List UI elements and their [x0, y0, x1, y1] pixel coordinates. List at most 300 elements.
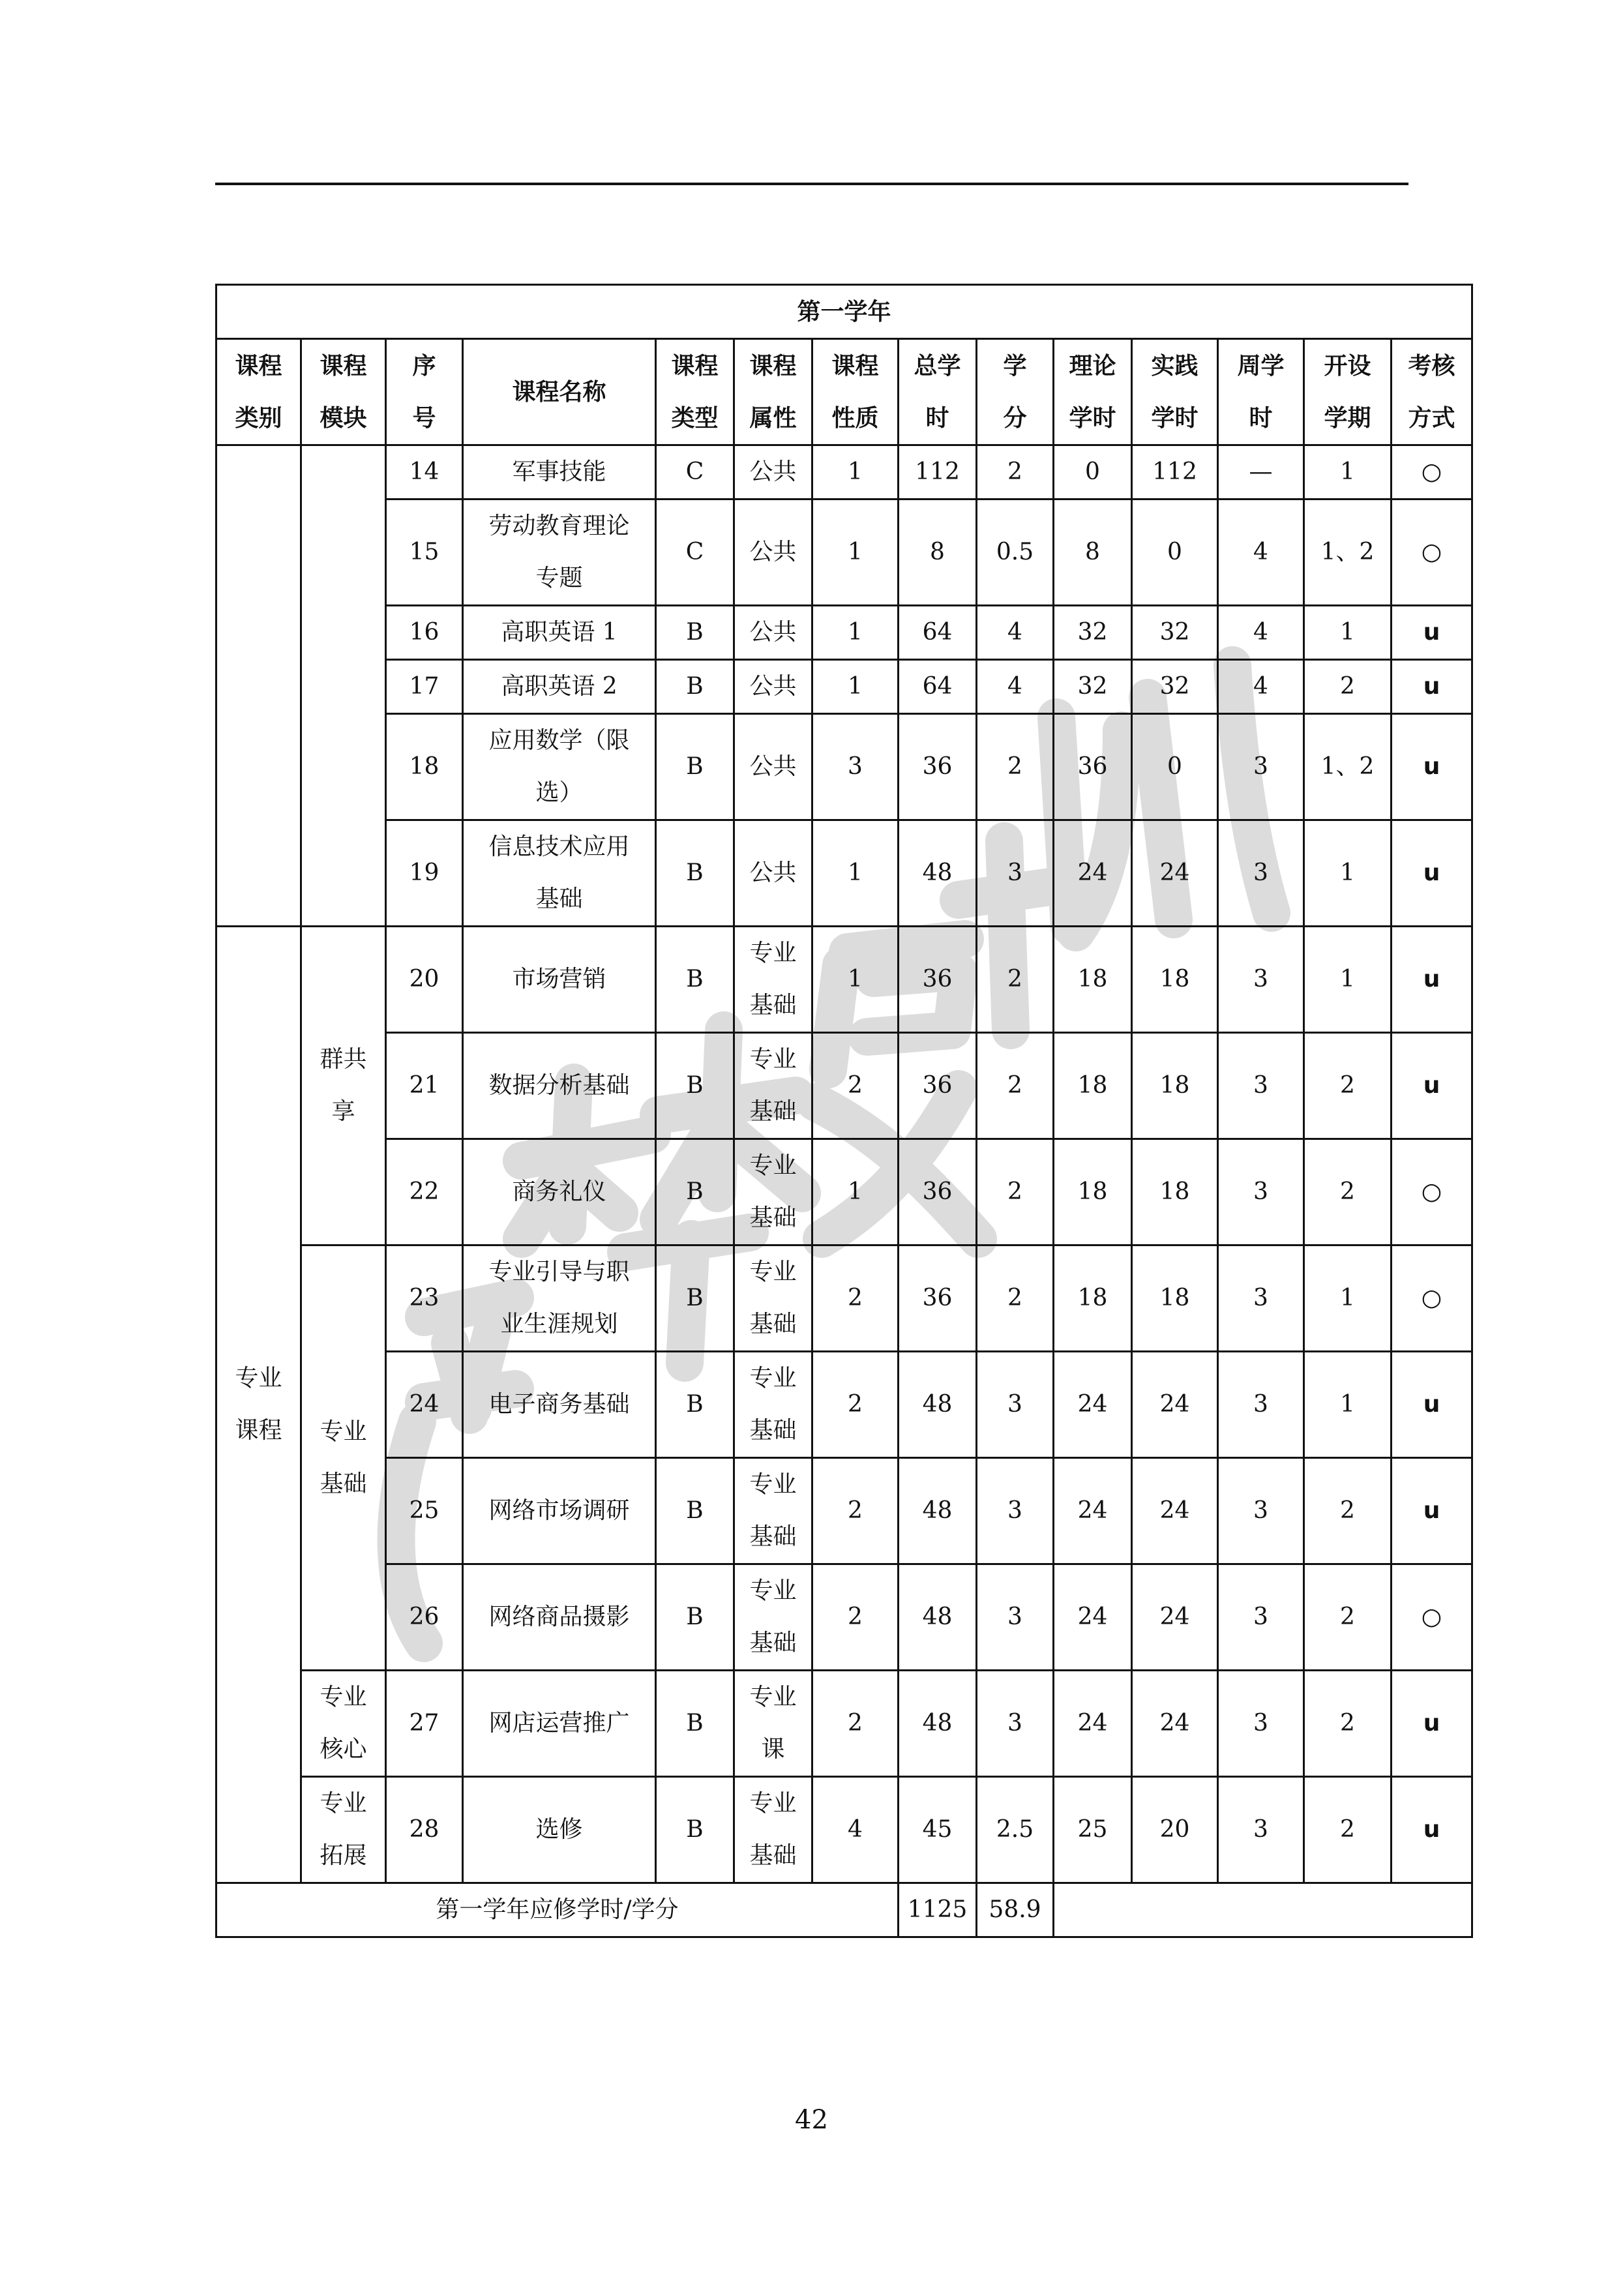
cell-line: 类别 — [235, 404, 282, 432]
total-hours: 36 — [899, 714, 977, 820]
course-nature: 4 — [812, 1777, 899, 1883]
course-nature: 1 — [812, 1139, 899, 1245]
course-name — [463, 1777, 656, 1883]
table-row — [216, 660, 1472, 714]
cell-line: 信息技术应用 — [488, 833, 630, 860]
course-nature: 2 — [812, 1671, 899, 1777]
theory-hours: 18 — [1054, 927, 1132, 1033]
course-type: B — [656, 660, 734, 714]
course-attribute — [734, 445, 812, 499]
table-row — [216, 606, 1472, 660]
course-number: 15 — [386, 499, 463, 606]
course-name — [463, 1458, 656, 1564]
cell-line: 基础 — [320, 1470, 367, 1497]
cell-line: 应用数学（限 — [488, 727, 630, 754]
total-hours: 36 — [899, 1139, 977, 1245]
course-name — [463, 660, 656, 714]
course-name — [463, 499, 656, 606]
cell-line: 专业 — [749, 1046, 797, 1073]
practice-hours: 24 — [1132, 1671, 1218, 1777]
weekly-hours: 3 — [1218, 1139, 1304, 1245]
cell-line: 公共 — [749, 619, 797, 646]
course-nature: 2 — [812, 1564, 899, 1671]
total-hours: 48 — [899, 1352, 977, 1458]
cell-line: 专业 — [749, 1259, 797, 1285]
cell-line: 公共 — [749, 539, 797, 565]
module-cell-professional-expand — [301, 1777, 386, 1883]
cell-line: 专业 — [749, 1684, 797, 1710]
cell-line: 高职英语 2 — [501, 673, 618, 700]
cell-line: 性质 — [831, 404, 879, 432]
theory-hours: 36 — [1054, 714, 1132, 820]
cell-line: 公共 — [749, 753, 797, 780]
total-row — [216, 1883, 1472, 1937]
exam-method: u — [1392, 1671, 1472, 1777]
practice-hours: 112 — [1132, 445, 1218, 499]
credit: 0.5 — [977, 499, 1054, 606]
course-type: B — [656, 927, 734, 1033]
cell-line: 专业 — [320, 1790, 367, 1817]
practice-hours: 20 — [1132, 1777, 1218, 1883]
course-number: 28 — [386, 1777, 463, 1883]
course-number: 20 — [386, 927, 463, 1033]
page-number: 42 — [795, 2105, 828, 2135]
weekly-hours: 3 — [1218, 1033, 1304, 1139]
exam-method: u — [1392, 660, 1472, 714]
course-type: B — [656, 1033, 734, 1139]
practice-hours: 24 — [1132, 1564, 1218, 1671]
credit: 2 — [977, 1139, 1054, 1245]
cell-line: 公共 — [749, 458, 797, 485]
cell-line: 专业 — [749, 1790, 797, 1817]
cell-line: 基础 — [749, 1098, 797, 1125]
column-header-exam-method — [1392, 339, 1472, 445]
weekly-hours: 3 — [1218, 927, 1304, 1033]
course-name — [463, 445, 656, 499]
total-hours: 112 — [899, 445, 977, 499]
total-blank — [1054, 1883, 1472, 1937]
course-name — [463, 1671, 656, 1777]
practice-hours: 0 — [1132, 714, 1218, 820]
course-type: B — [656, 714, 734, 820]
course-attribute — [734, 1033, 812, 1139]
course-type: B — [656, 606, 734, 660]
cell-line: 电子商务基础 — [488, 1391, 630, 1418]
course-name — [463, 714, 656, 820]
theory-hours: 24 — [1054, 820, 1132, 927]
exam-method: ○ — [1392, 1564, 1472, 1671]
term: 1、2 — [1304, 499, 1392, 606]
curriculum-table — [215, 284, 1473, 1938]
table-row — [216, 1777, 1472, 1883]
course-type: B — [656, 1245, 734, 1352]
category-cell-professional — [216, 927, 301, 1883]
theory-hours: 18 — [1054, 1245, 1132, 1352]
cell-line: 课程 — [671, 352, 719, 380]
weekly-hours: 3 — [1218, 1352, 1304, 1458]
theory-hours: 8 — [1054, 499, 1132, 606]
course-attribute — [734, 820, 812, 927]
cell-line: 群共 — [320, 1046, 367, 1073]
cell-line: 商务礼仪 — [512, 1178, 606, 1205]
cell-line: 学时 — [1069, 404, 1116, 432]
cell-line: 选修 — [535, 1816, 583, 1843]
course-number: 18 — [386, 714, 463, 820]
course-name — [463, 1564, 656, 1671]
exam-method: u — [1392, 714, 1472, 820]
credit: 3 — [977, 1671, 1054, 1777]
cell-line: 基础 — [749, 1630, 797, 1656]
table-row — [216, 445, 1472, 499]
course-nature: 1 — [812, 606, 899, 660]
cell-line: 学期 — [1324, 404, 1371, 432]
term: 2 — [1304, 1033, 1392, 1139]
cell-line: 劳动教育理论 — [488, 513, 630, 539]
term: 2 — [1304, 1671, 1392, 1777]
cell-line: 实践 — [1151, 352, 1199, 380]
total-credit-value: 58.9 — [977, 1883, 1054, 1937]
practice-hours: 32 — [1132, 606, 1218, 660]
theory-hours: 24 — [1054, 1564, 1132, 1671]
term: 2 — [1304, 1777, 1392, 1883]
course-nature: 1 — [812, 445, 899, 499]
exam-method: u — [1392, 1352, 1472, 1458]
table-row — [216, 927, 1472, 1033]
practice-hours: 18 — [1132, 1033, 1218, 1139]
term: 1 — [1304, 1245, 1392, 1352]
module-cell-public — [301, 445, 386, 927]
cell-line: 学 — [1003, 352, 1027, 380]
total-hours: 36 — [899, 1245, 977, 1352]
cell-line: 属性 — [749, 404, 797, 432]
course-name — [463, 820, 656, 927]
cell-line: 总学 — [914, 352, 961, 380]
cell-line: 选） — [535, 779, 583, 806]
cell-line: 专业 — [235, 1365, 282, 1392]
total-hours: 48 — [899, 1671, 977, 1777]
column-header-row — [216, 339, 1472, 445]
cell-line: 专业 — [320, 1684, 367, 1710]
course-number: 23 — [386, 1245, 463, 1352]
course-name — [463, 1245, 656, 1352]
course-attribute — [734, 1458, 812, 1564]
course-name — [463, 927, 656, 1033]
credit: 3 — [977, 1458, 1054, 1564]
cell-line: 课 — [761, 1736, 785, 1763]
term: 1、2 — [1304, 714, 1392, 820]
exam-method: u — [1392, 1458, 1472, 1564]
term: 1 — [1304, 820, 1392, 927]
course-attribute — [734, 1245, 812, 1352]
cell-line: 专业 — [749, 1577, 797, 1604]
theory-hours: 24 — [1054, 1458, 1132, 1564]
cell-line: 高职英语 1 — [501, 619, 618, 646]
course-number: 14 — [386, 445, 463, 499]
course-attribute — [734, 714, 812, 820]
cell-line: 基础 — [749, 1417, 797, 1444]
total-hours: 64 — [899, 606, 977, 660]
cell-line: 网络商品摄影 — [488, 1603, 630, 1630]
course-type: B — [656, 820, 734, 927]
theory-hours: 24 — [1054, 1671, 1132, 1777]
weekly-hours: 4 — [1218, 606, 1304, 660]
cell-line: 专业 — [320, 1418, 367, 1445]
course-nature: 2 — [812, 1352, 899, 1458]
course-attribute — [734, 1139, 812, 1245]
term: 2 — [1304, 660, 1392, 714]
cell-line: 公共 — [749, 673, 797, 700]
cell-line: 军事技能 — [512, 458, 606, 485]
practice-hours: 24 — [1132, 820, 1218, 927]
cell-line: 理论 — [1069, 352, 1116, 380]
weekly-hours: 3 — [1218, 1671, 1304, 1777]
total-hours: 64 — [899, 660, 977, 714]
cell-line: 基础 — [749, 1523, 797, 1550]
cell-line: 专业 — [749, 940, 797, 966]
course-type: C — [656, 445, 734, 499]
table-row — [216, 1245, 1472, 1352]
exam-method: ○ — [1392, 445, 1472, 499]
theory-hours: 18 — [1054, 1139, 1132, 1245]
total-hours: 45 — [899, 1777, 977, 1883]
total-hours: 48 — [899, 1564, 977, 1671]
weekly-hours: 3 — [1218, 1458, 1304, 1564]
exam-method: u — [1392, 1033, 1472, 1139]
cell-line: 考核 — [1408, 352, 1455, 380]
cell-line: 课程 — [235, 352, 282, 380]
credit: 2.5 — [977, 1777, 1054, 1883]
cell-line: 模块 — [320, 404, 367, 432]
term: 2 — [1304, 1458, 1392, 1564]
course-type: B — [656, 1139, 734, 1245]
table-row — [216, 1352, 1472, 1458]
column-header-practice-hours — [1132, 339, 1218, 445]
cell-line: 课程 — [235, 1417, 282, 1444]
header-rule — [215, 183, 1408, 185]
course-number: 26 — [386, 1564, 463, 1671]
table-row — [216, 820, 1472, 927]
cell-line: 拓展 — [320, 1842, 367, 1869]
course-nature: 2 — [812, 1245, 899, 1352]
course-type: B — [656, 1564, 734, 1671]
cell-line: 分 — [1003, 404, 1027, 432]
course-name — [463, 1352, 656, 1458]
practice-hours: 18 — [1132, 1139, 1218, 1245]
column-header-module — [301, 339, 386, 445]
exam-method: u — [1392, 606, 1472, 660]
total-hours: 48 — [899, 820, 977, 927]
column-header-course-name — [463, 339, 656, 445]
total-hours: 36 — [899, 1033, 977, 1139]
cell-line: 课程 — [320, 352, 367, 380]
column-header-nature — [812, 339, 899, 445]
course-nature: 1 — [812, 927, 899, 1033]
cell-line: 基础 — [749, 1204, 797, 1231]
table-row — [216, 1458, 1472, 1564]
credit: 4 — [977, 606, 1054, 660]
course-attribute — [734, 606, 812, 660]
exam-method: u — [1392, 927, 1472, 1033]
practice-hours: 24 — [1132, 1352, 1218, 1458]
total-label: 第一学年应修学时/学分 — [216, 1883, 899, 1937]
cell-line: 核心 — [320, 1736, 367, 1763]
course-nature: 1 — [812, 660, 899, 714]
practice-hours: 18 — [1132, 927, 1218, 1033]
course-type: B — [656, 1352, 734, 1458]
weekly-hours: 3 — [1218, 1777, 1304, 1883]
weekly-hours: 3 — [1218, 820, 1304, 927]
credit: 2 — [977, 927, 1054, 1033]
cell-line: 业生涯规划 — [500, 1311, 618, 1337]
cell-line: 网店运营推广 — [488, 1710, 630, 1737]
exam-method: u — [1392, 1777, 1472, 1883]
weekly-hours: — — [1218, 445, 1304, 499]
term: 1 — [1304, 927, 1392, 1033]
credit: 4 — [977, 660, 1054, 714]
weekly-hours: 3 — [1218, 1245, 1304, 1352]
theory-hours: 25 — [1054, 1777, 1132, 1883]
column-header-weekly-hours — [1218, 339, 1304, 445]
course-attribute — [734, 660, 812, 714]
cell-line: 基础 — [749, 1311, 797, 1337]
credit: 3 — [977, 820, 1054, 927]
credit: 3 — [977, 1352, 1054, 1458]
total-hours-value: 1125 — [899, 1883, 977, 1937]
theory-hours: 32 — [1054, 660, 1132, 714]
cell-line: 时 — [1249, 404, 1273, 432]
theory-hours: 32 — [1054, 606, 1132, 660]
year-header-row — [216, 285, 1472, 339]
course-number: 19 — [386, 820, 463, 927]
table-row — [216, 499, 1472, 606]
column-header-no — [386, 339, 463, 445]
exam-method: ○ — [1392, 1139, 1472, 1245]
column-header-attribute — [734, 339, 812, 445]
table-row — [216, 1139, 1472, 1245]
cell-line: 基础 — [749, 1842, 797, 1869]
cell-line: 数据分析基础 — [488, 1072, 630, 1099]
module-cell-group-shared — [301, 927, 386, 1245]
course-name — [463, 606, 656, 660]
course-nature: 2 — [812, 1033, 899, 1139]
theory-hours: 18 — [1054, 1033, 1132, 1139]
total-hours: 36 — [899, 927, 977, 1033]
table-row — [216, 1671, 1472, 1777]
cell-line: 基础 — [535, 886, 583, 912]
cell-line: 专题 — [535, 565, 583, 591]
cell-line: 公共 — [749, 859, 797, 886]
table-row — [216, 1033, 1472, 1139]
course-nature: 3 — [812, 714, 899, 820]
column-header-category — [216, 339, 301, 445]
cell-line: 序 — [412, 352, 436, 380]
column-header-theory-hours — [1054, 339, 1132, 445]
theory-hours: 24 — [1054, 1352, 1132, 1458]
credit: 2 — [977, 445, 1054, 499]
course-attribute — [734, 499, 812, 606]
exam-method: ○ — [1392, 499, 1472, 606]
course-type: C — [656, 499, 734, 606]
credit: 2 — [977, 1245, 1054, 1352]
table-row — [216, 714, 1472, 820]
course-number: 17 — [386, 660, 463, 714]
cell-line: 专业 — [749, 1152, 797, 1179]
course-attribute — [734, 1777, 812, 1883]
exam-method: ○ — [1392, 1245, 1472, 1352]
course-number: 25 — [386, 1458, 463, 1564]
course-attribute — [734, 1564, 812, 1671]
course-attribute — [734, 1352, 812, 1458]
practice-hours: 32 — [1132, 660, 1218, 714]
credit: 2 — [977, 1033, 1054, 1139]
credit: 2 — [977, 714, 1054, 820]
category-cell-public — [216, 445, 301, 927]
module-cell-professional-basic — [301, 1245, 386, 1671]
cell-line: 课程 — [831, 352, 879, 380]
cell-line: 网络市场调研 — [488, 1497, 630, 1524]
course-nature: 1 — [812, 820, 899, 927]
cell-line: 专业 — [749, 1471, 797, 1498]
cell-line: 类型 — [671, 404, 719, 432]
course-name — [463, 1033, 656, 1139]
practice-hours: 0 — [1132, 499, 1218, 606]
course-nature: 1 — [812, 499, 899, 606]
cell-line: 方式 — [1408, 404, 1455, 432]
course-number: 22 — [386, 1139, 463, 1245]
practice-hours: 24 — [1132, 1458, 1218, 1564]
course-type: B — [656, 1671, 734, 1777]
total-hours: 8 — [899, 499, 977, 606]
course-attribute — [734, 1671, 812, 1777]
exam-method: u — [1392, 820, 1472, 927]
column-header-total-hours — [899, 339, 977, 445]
theory-hours: 0 — [1054, 445, 1132, 499]
cell-line: 课程 — [749, 352, 797, 380]
table-row — [216, 1564, 1472, 1671]
term: 2 — [1304, 1564, 1392, 1671]
term: 1 — [1304, 606, 1392, 660]
course-nature: 2 — [812, 1458, 899, 1564]
course-type: B — [656, 1777, 734, 1883]
cell-line: 开设 — [1324, 352, 1371, 380]
column-header-type — [656, 339, 734, 445]
cell-line: 号 — [412, 404, 436, 432]
cell-line: 时 — [925, 404, 949, 432]
weekly-hours: 4 — [1218, 499, 1304, 606]
weekly-hours: 3 — [1218, 1564, 1304, 1671]
course-number: 16 — [386, 606, 463, 660]
cell-line: 市场营销 — [512, 966, 606, 992]
course-number: 24 — [386, 1352, 463, 1458]
weekly-hours: 4 — [1218, 660, 1304, 714]
cell-line: 基础 — [749, 992, 797, 1019]
course-attribute — [734, 927, 812, 1033]
cell-line: 专业引导与职 — [488, 1259, 630, 1285]
column-header-term — [1304, 339, 1392, 445]
course-name — [463, 1139, 656, 1245]
term: 2 — [1304, 1139, 1392, 1245]
total-hours: 48 — [899, 1458, 977, 1564]
credit: 3 — [977, 1564, 1054, 1671]
column-header-credit — [977, 339, 1054, 445]
term: 1 — [1304, 445, 1392, 499]
term: 1 — [1304, 1352, 1392, 1458]
cell-line: 周学 — [1237, 352, 1285, 380]
practice-hours: 18 — [1132, 1245, 1218, 1352]
course-number: 27 — [386, 1671, 463, 1777]
course-type: B — [656, 1458, 734, 1564]
cell-line: 专业 — [749, 1365, 797, 1392]
